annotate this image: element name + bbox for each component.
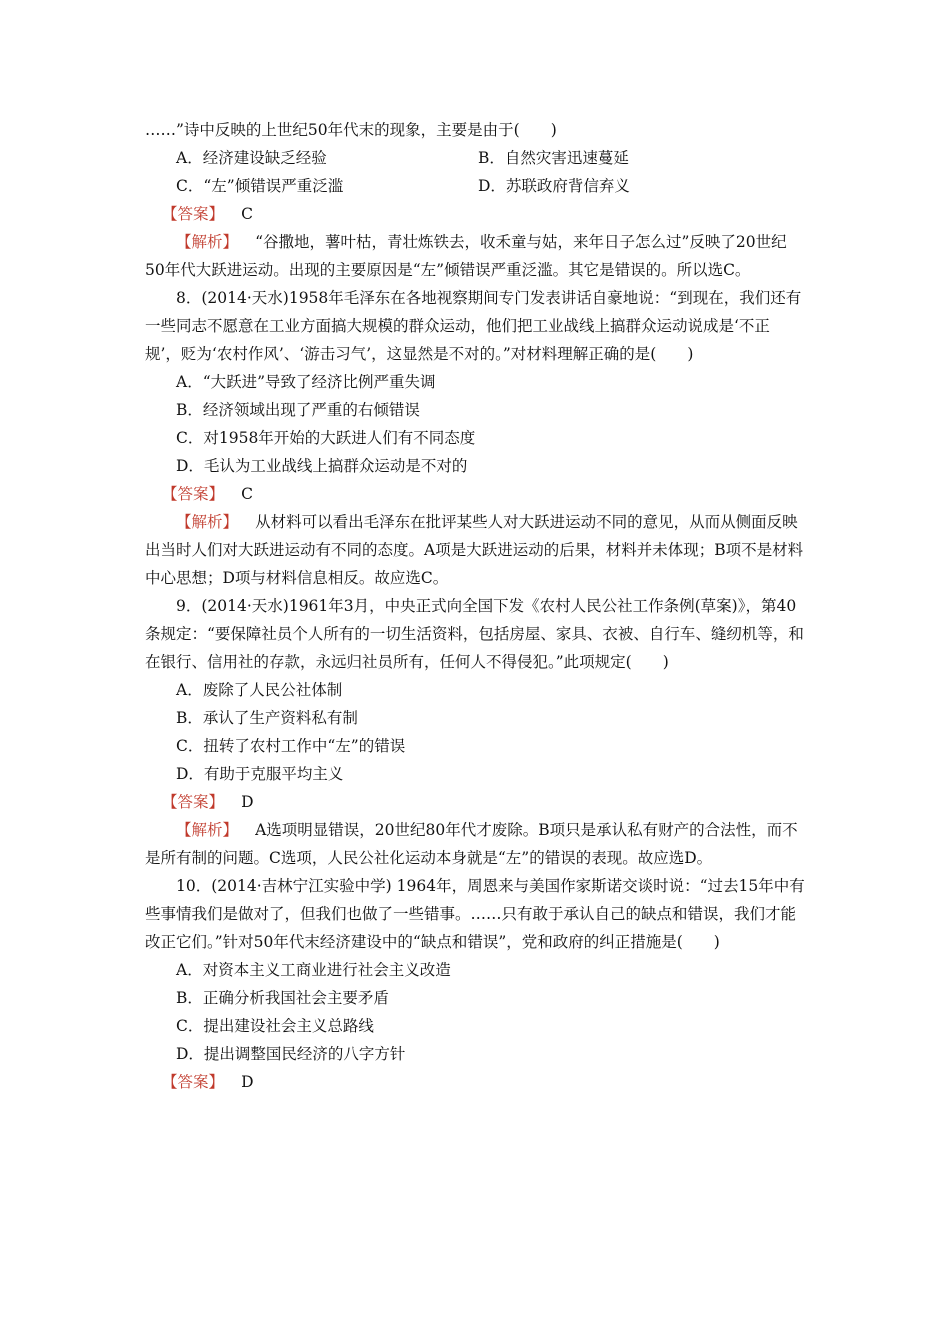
option-b: B．自然灾害迅速蔓延 xyxy=(478,149,629,167)
question-10 xyxy=(145,872,805,1096)
answer-value: C xyxy=(241,485,253,503)
question-stem: 10．(2014·吉林宁江实验中学) 1964年，周恩来与美国作家斯诺交谈时说：“过去15年中有些事情我们是做对了，但我们也做了一些错事。……只有敢于承认自己的缺点和错误，我们才能改正它们。”针对50年代末经济建设中的“缺点和错误”，党和政府的纠正措施是( ) xyxy=(145,877,805,951)
answer-line xyxy=(145,480,805,508)
analysis-paragraph xyxy=(145,816,805,872)
analysis-text: A选项明显错误，20世纪80年代才废除。B项只是承认私有财产的合法性，而不是所有制的问题。C选项，人民公社化运动本身就是“左”的错误的表现。故应选D。 xyxy=(145,821,798,867)
question-7 xyxy=(145,116,805,284)
option-c: C．对1958年开始的大跃进人们有不同态度 xyxy=(176,429,476,447)
option-c: C．提出建设社会主义总路线 xyxy=(176,1017,374,1035)
document-body xyxy=(145,116,805,1096)
analysis-tag: 【解析】 xyxy=(176,821,239,839)
option-c: C．“左”倾错误严重泛滥 xyxy=(176,177,344,195)
answer-value: C xyxy=(241,205,253,223)
analysis-text: 从材料可以看出毛泽东在批评某些人对大跃进运动不同的意见，从而从侧面反映出当时人们对大跃进运动有不同的态度。A项是大跃进运动的后果，材料并未体现；B项不是材料中心思想；D项与材料信息相反。故应选C。 xyxy=(145,513,804,587)
option-b: B．正确分析我国社会主要矛盾 xyxy=(176,989,389,1007)
question-9 xyxy=(145,592,805,872)
question-stem: 8．(2014·天水)1958年毛泽东在各地视察期间专门发表讲话自豪地说：“到现在，我们还有一些同志不愿意在工业方面搞大规模的群众运动，他们把工业战线上搞群众运动说成是‘不正规’，贬为‘农村作风’、‘游击习气’，这显然是不对的。”对材料理解正确的是( ) xyxy=(145,289,802,363)
option-d: D．苏联政府背信弃义 xyxy=(478,177,630,195)
option-b: B．经济领域出现了严重的右倾错误 xyxy=(176,401,420,419)
question-stem: ……”诗中反映的上世纪50年代末的现象，主要是由于( ) xyxy=(145,121,557,139)
option-b: B．承认了生产资料私有制 xyxy=(176,709,358,727)
analysis-text: “谷撒地，薯叶枯，青壮炼铁去，收禾童与姑，来年日子怎么过”反映了20世纪50年代大跃进运动。出现的主要原因是“左”倾错误严重泛滥。其它是错误的。所以选C。 xyxy=(145,233,787,279)
answer-line xyxy=(145,200,805,228)
question-8 xyxy=(145,284,805,592)
analysis-tag: 【解析】 xyxy=(176,513,239,531)
option-a: A．经济建设缺乏经验 xyxy=(176,149,327,167)
analysis-paragraph xyxy=(145,508,805,592)
answer-tag: 【答案】 xyxy=(162,485,225,503)
option-d: D．有助于克服平均主义 xyxy=(176,765,344,783)
option-a: A．“大跃进”导致了经济比例严重失调 xyxy=(176,373,436,391)
answer-line xyxy=(145,1068,805,1096)
option-a: A．对资本主义工商业进行社会主义改造 xyxy=(176,961,451,979)
answer-value: D xyxy=(241,1073,254,1091)
option-row xyxy=(145,144,805,172)
option-d: D．毛认为工业战线上搞群众运动是不对的 xyxy=(176,457,468,475)
option-c: C．扭转了农村工作中“左”的错误 xyxy=(176,737,406,755)
question-stem: 9．(2014·天水)1961年3月，中央正式向全国下发《农村人民公社工作条例(草案)》，第40条规定：“要保障社员个人所有的一切生活资料，包括房屋、家具、衣被、自行车、缝纫机等，和在银行、信用社的存款，永远归社员所有，任何人不得侵犯。”此项规定( ) xyxy=(145,597,804,671)
answer-value: D xyxy=(241,793,254,811)
answer-tag: 【答案】 xyxy=(162,205,225,223)
answer-tag: 【答案】 xyxy=(162,1073,225,1091)
analysis-tag: 【解析】 xyxy=(176,233,239,251)
option-row xyxy=(145,172,805,200)
answer-line xyxy=(145,788,805,816)
option-a: A．废除了人民公社体制 xyxy=(176,681,343,699)
answer-tag: 【答案】 xyxy=(162,793,225,811)
analysis-paragraph xyxy=(145,228,805,284)
option-d: D．提出调整国民经济的八字方针 xyxy=(176,1045,406,1063)
